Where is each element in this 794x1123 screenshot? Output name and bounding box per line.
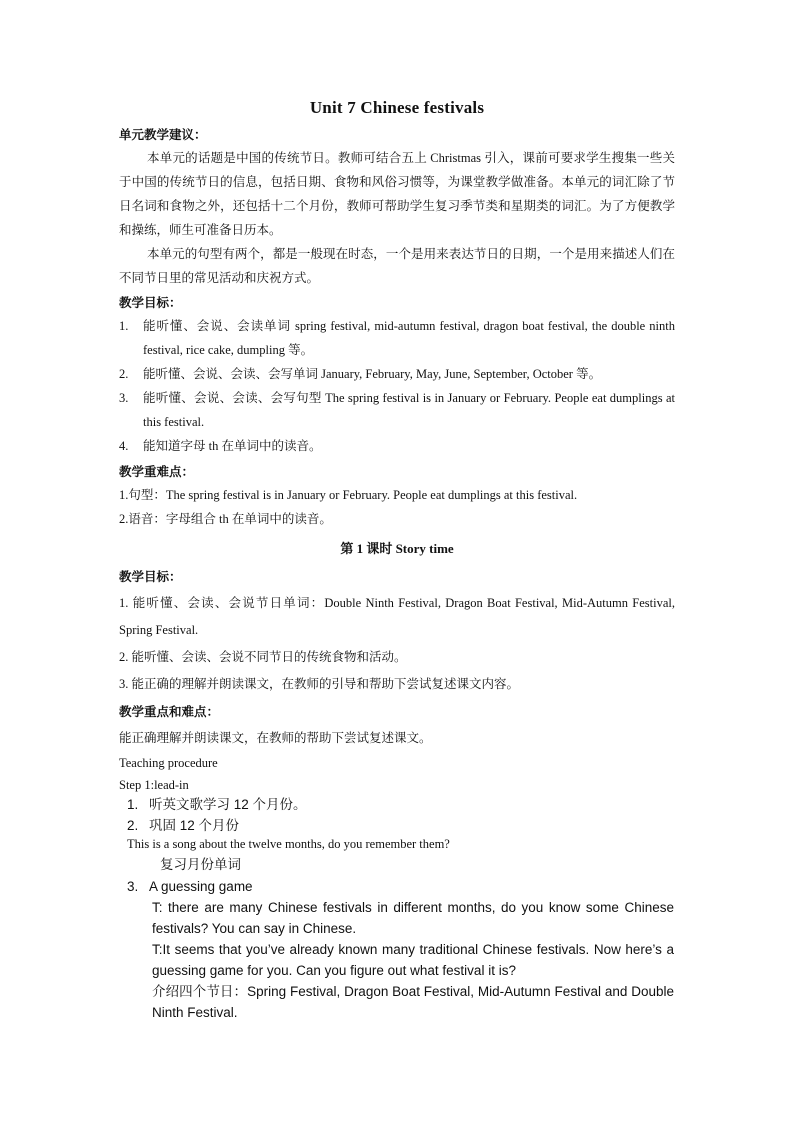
step-3-content (152, 897, 674, 1023)
step-2-note: 复习月份单词 (160, 857, 241, 872)
step-text: 听英文歌学习 12 个月份。 (149, 797, 307, 812)
keypoints-section (119, 461, 675, 531)
step-number: 2. (127, 818, 139, 833)
suggestions-paragraph-1: 本单元的话题是中国的传统节日。教师可结合五上 Christmas 引入，课前可要求学生搜集一些关于中国的传统节日的信息，包括日期、食物和风俗习惯等，为课堂教学做准备。本单元的词汇除了节日名词和食物之外，还包括十二个月份，教师可帮助学生复习季节类和星期类的词汇。为了方便教学和操练，师生可准备日历本。 (119, 151, 675, 237)
keypoint-2: 2.语音：字母组合 th 在单词中的读音。 (119, 512, 332, 526)
goal-text: 能知道字母 th 在单词中的读音。 (143, 439, 322, 453)
lesson-goals-heading: 教学目标： (119, 569, 182, 584)
suggestions-heading: 单元教学建议： (119, 127, 207, 142)
document-title: Unit 7 Chinese festivals (309, 98, 485, 117)
festivals-intro: 介绍四个节日：Spring Festival, Dragon Boat Festival, Mid-Autumn Festival and Double Ninth Festival. (152, 984, 674, 1020)
goal-number: 2. (119, 367, 129, 381)
suggestions-section (119, 124, 675, 290)
teacher-line-2: T:It seems that you’ve already known many traditional Chinese festivals. Now here’s a guessing game for you. Can you figure out what festival it is? (152, 942, 674, 978)
lesson-goal-3: 3. 能正确的理解并朗读课文，在教师的引导和帮助下尝试复述课文内容。 (119, 677, 520, 691)
step-2-line: This is a song about the twelve months, do you remember them? (127, 837, 450, 851)
goal-number: 1. (119, 319, 129, 333)
goal-text: 能听懂、会说、会读单词 spring festival, mid-autumn festival, dragon boat festival, the double ninth festival, rice cake, dumpling 等。 (143, 319, 675, 357)
goal-item (119, 434, 675, 458)
keypoints-heading: 教学重难点： (119, 464, 195, 479)
step-item (127, 815, 675, 836)
lesson-goals-section (119, 563, 675, 795)
goal-number: 4. (119, 439, 129, 453)
step-item (127, 876, 675, 897)
lesson-key-text: 能正确理解并朗读课文，在教师的帮助下尝试复述课文。 (119, 731, 432, 745)
lesson-key-heading: 教学重点和难点： (119, 704, 220, 719)
lesson-goal-2: 2. 能听懂、会读、会说不同节日的传统食物和活动。 (119, 650, 407, 664)
step-3 (127, 876, 675, 897)
step-number: 3. (127, 879, 139, 894)
step-item (127, 794, 675, 815)
lesson-goal-1: 1. 能听懂、会读、会说节日单词：Double Ninth Festival, Dragon Boat Festival, Mid-Autumn Festival, Spring Festival. (119, 596, 675, 637)
teacher-line-1: T: there are many Chinese festivals in different months, do you know some Chinese festivals? You can say in Chinese. (152, 900, 674, 936)
lesson-title: 第 1 课时 Story time (340, 541, 454, 556)
step-1-label: Step 1:lead-in (119, 778, 189, 792)
keypoint-1: 1.句型：The spring festival is in January or February. People eat dumplings at this festival. (119, 488, 578, 502)
step-text: A guessing game (149, 879, 253, 894)
step-text: 巩固 12 个月份 (149, 818, 240, 833)
step-1-list (127, 794, 675, 836)
goals-section (119, 292, 675, 458)
teaching-procedure-label: Teaching procedure (119, 756, 218, 770)
step-number: 1. (127, 797, 139, 812)
goal-item (119, 386, 675, 434)
suggestions-paragraph-2: 本单元的句型有两个，都是一般现在时态，一个是用来表达节日的日期，一个是用来描述人们在不同节日里的常见活动和庆祝方式。 (119, 247, 675, 285)
goals-heading: 教学目标： (119, 295, 182, 310)
goal-text: 能听懂、会说、会读、会写单词 January, February, May, June, September, October 等。 (143, 367, 602, 381)
goal-item (119, 314, 675, 362)
goal-number: 3. (119, 391, 129, 405)
goal-item (119, 362, 675, 386)
goal-text: 能听懂、会说、会读、会写句型 The spring festival is in January or February. People eat dumplings at this festival. (143, 391, 675, 429)
